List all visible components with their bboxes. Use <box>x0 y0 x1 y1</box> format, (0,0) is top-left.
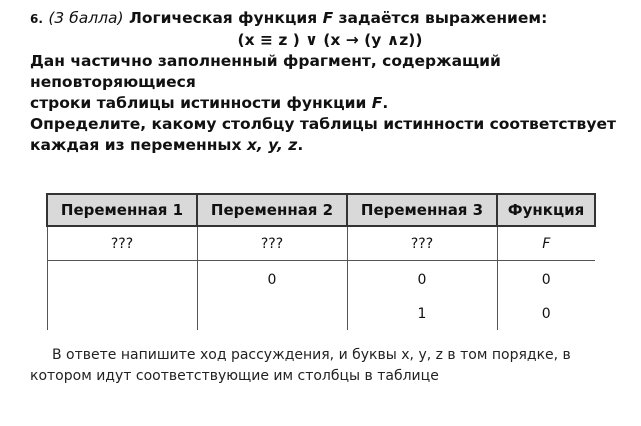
table-header-row <box>47 194 595 226</box>
header-function: Функция <box>497 194 595 226</box>
table-cell: ??? <box>47 226 197 261</box>
task-line-4-function: F <box>371 94 383 112</box>
table-cell <box>47 298 197 330</box>
task-line-6 <box>30 135 630 156</box>
task-line-6-vars: x, y, z <box>246 136 298 154</box>
answer-line-1-text: В ответе напишите ход рассуждения, и буквы x, y, z в том порядке, в <box>52 347 571 363</box>
task-line-1-tail: задаётся выражением: <box>333 9 548 27</box>
table-cell: F <box>497 226 595 261</box>
table-cell: 0 <box>347 261 497 299</box>
truth-table <box>46 193 596 330</box>
task-line-5: Определите, какому столбцу таблицы истинности соответствует <box>30 115 616 133</box>
task-number: 6. <box>30 12 43 26</box>
table-cell: 0 <box>497 261 595 299</box>
table-cell <box>47 261 197 299</box>
task-line-6-end: . <box>297 136 304 154</box>
task-line-1-text: Логическая функция <box>123 9 323 27</box>
table-cell: ??? <box>347 226 497 261</box>
task-line-4-end: . <box>382 94 389 112</box>
task-line-4 <box>30 93 630 114</box>
header-variable-3: Переменная 3 <box>347 194 497 226</box>
task-points: (3 балла) <box>48 9 124 27</box>
table-cell: 1 <box>347 298 497 330</box>
header-variable-1: Переменная 1 <box>47 194 197 226</box>
task-line-3: неповторяющиеся <box>30 73 196 91</box>
table-row <box>47 298 595 330</box>
table-cell <box>197 298 347 330</box>
table-row <box>47 226 595 261</box>
task-line-4-text: строки таблицы истинности функции <box>30 94 372 112</box>
answer-line-2: котором идут соответствующие им столбцы в таблице <box>30 368 439 384</box>
table-cell: 0 <box>197 261 347 299</box>
task-function-name: F <box>322 9 334 27</box>
task-line-2: Дан частично заполненный фрагмент, содержащий <box>30 52 501 70</box>
table-cell: 0 <box>497 298 595 330</box>
task-formula: (x ≡ z ) ∨ (x → (y ∧z)) <box>237 31 423 49</box>
table-cell: ??? <box>197 226 347 261</box>
answer-instructions <box>30 345 620 387</box>
task-line-6-text: каждая из переменных <box>30 136 247 154</box>
table-row <box>47 261 595 299</box>
header-variable-2: Переменная 2 <box>197 194 347 226</box>
answer-line-1 <box>30 345 620 366</box>
task-text <box>30 8 630 156</box>
task-line-1 <box>30 8 630 30</box>
